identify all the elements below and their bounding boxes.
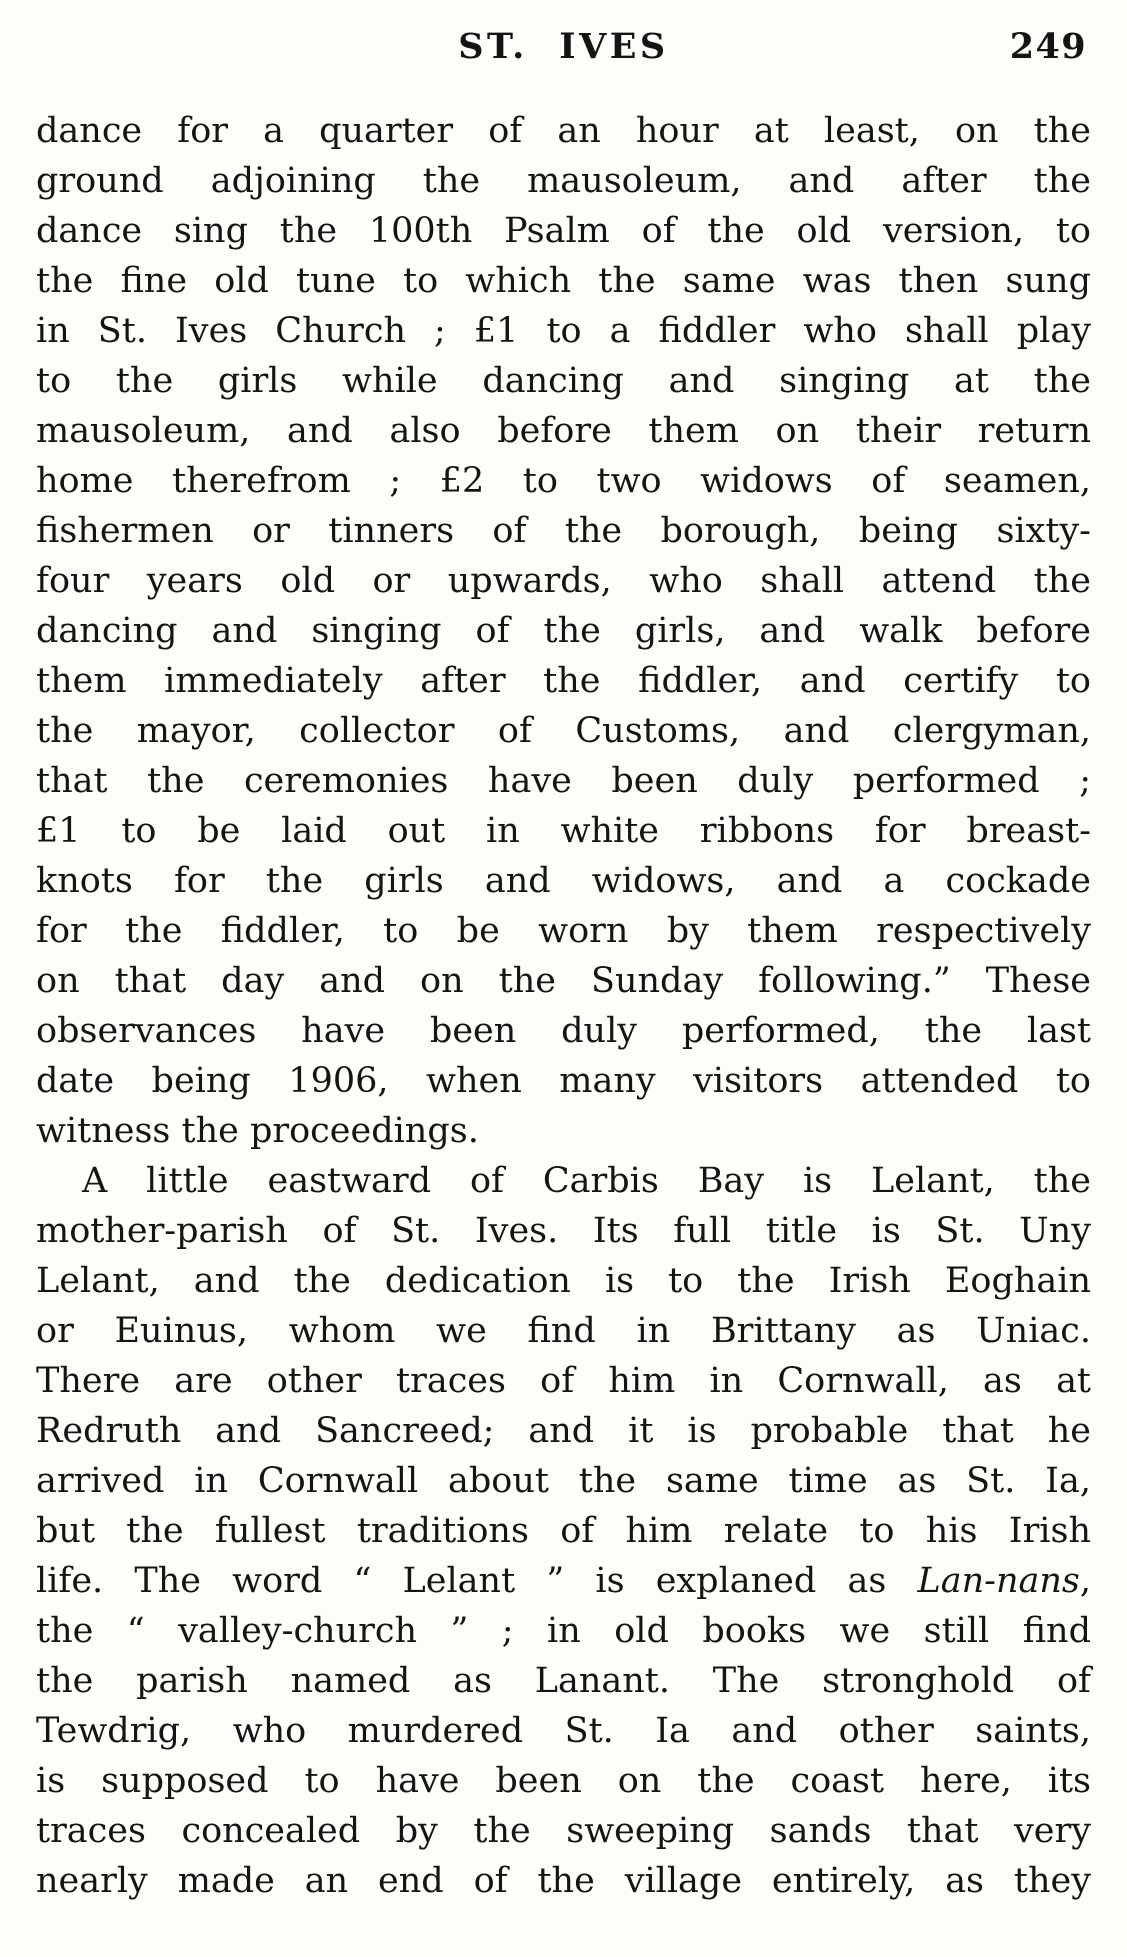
text-line: life. The word “ Lelant ” is explaned as Lan-nans, [36, 1561, 1091, 1601]
text-line: dance sing the 100th Psalm of the old version, to [36, 211, 1091, 251]
text-line: the fine old tune to which the same was then sung [36, 261, 1091, 301]
text-line: Redruth and Sancreed; and it is probable that he [36, 1411, 1091, 1451]
text-line: ground adjoining the mausoleum, and after the [36, 161, 1091, 201]
text-line: mother-parish of St. Ives. Its full title is St. Uny [36, 1211, 1091, 1251]
text-line: date being 1906, when many visitors attended to [36, 1061, 1091, 1101]
text-line: but the fullest traditions of him relate to his Irish [36, 1511, 1091, 1551]
text-line: dancing and singing of the girls, and walk before [36, 611, 1091, 651]
page-number: 249 [1009, 26, 1087, 67]
page-title: ST. IVES [458, 26, 669, 67]
text-line: the mayor, collector of Customs, and clergyman, [36, 711, 1091, 751]
text-line: dance for a quarter of an hour at least, on the [36, 111, 1091, 151]
text-line: witness the proceedings. [36, 1111, 479, 1151]
text-line: knots for the girls and widows, and a cockade [36, 861, 1091, 901]
text-line: or Euinus, whom we find in Brittany as Uniac. [36, 1311, 1091, 1351]
text-line: is supposed to have been on the coast here, its [36, 1761, 1091, 1801]
text-line: on that day and on the Sunday following.” These [36, 961, 1091, 1001]
text-line: Tewdrig, who murdered St. Ia and other saints, [36, 1711, 1091, 1751]
text-line: traces concealed by the sweeping sands that very [36, 1811, 1091, 1851]
text-line: observances have been duly performed, the last [36, 1011, 1091, 1051]
text-line: the “ valley-church ” ; in old books we still find [36, 1611, 1091, 1651]
text-line: home therefrom ; £2 to two widows of seamen, [36, 461, 1091, 501]
text-line: There are other traces of him in Cornwall, as at [36, 1361, 1091, 1401]
text-line: them immediately after the fiddler, and certify to [36, 661, 1091, 701]
text-line: to the girls while dancing and singing at the [36, 361, 1091, 401]
text-line: arrived in Cornwall about the same time as St. Ia, [36, 1461, 1091, 1501]
running-head [36, 26, 1091, 84]
text-line: Lelant, and the dedication is to the Irish Eoghain [36, 1261, 1091, 1301]
text-line: the parish named as Lanant. The stronghold of [36, 1661, 1091, 1701]
text-line: that the ceremonies have been duly performed ; [36, 761, 1091, 801]
text-line: fishermen or tinners of the borough, being sixty- [36, 511, 1091, 551]
paragraph-2 [36, 1156, 1091, 1906]
text-line: in St. Ives Church ; £1 to a fiddler who shall play [36, 311, 1091, 351]
text-line: £1 to be laid out in white ribbons for breast- [36, 811, 1091, 851]
text-line: four years old or upwards, who shall attend the [36, 561, 1091, 601]
text-line: mausoleum, and also before them on their return [36, 411, 1091, 451]
text-line: for the fiddler, to be worn by them respectively [36, 911, 1091, 951]
text-line: nearly made an end of the village entirely, as they [36, 1861, 1091, 1901]
page-body [36, 106, 1091, 1906]
paragraph-1 [36, 106, 1091, 1156]
text-line: A little eastward of Carbis Bay is Lelant, the [82, 1161, 1091, 1201]
